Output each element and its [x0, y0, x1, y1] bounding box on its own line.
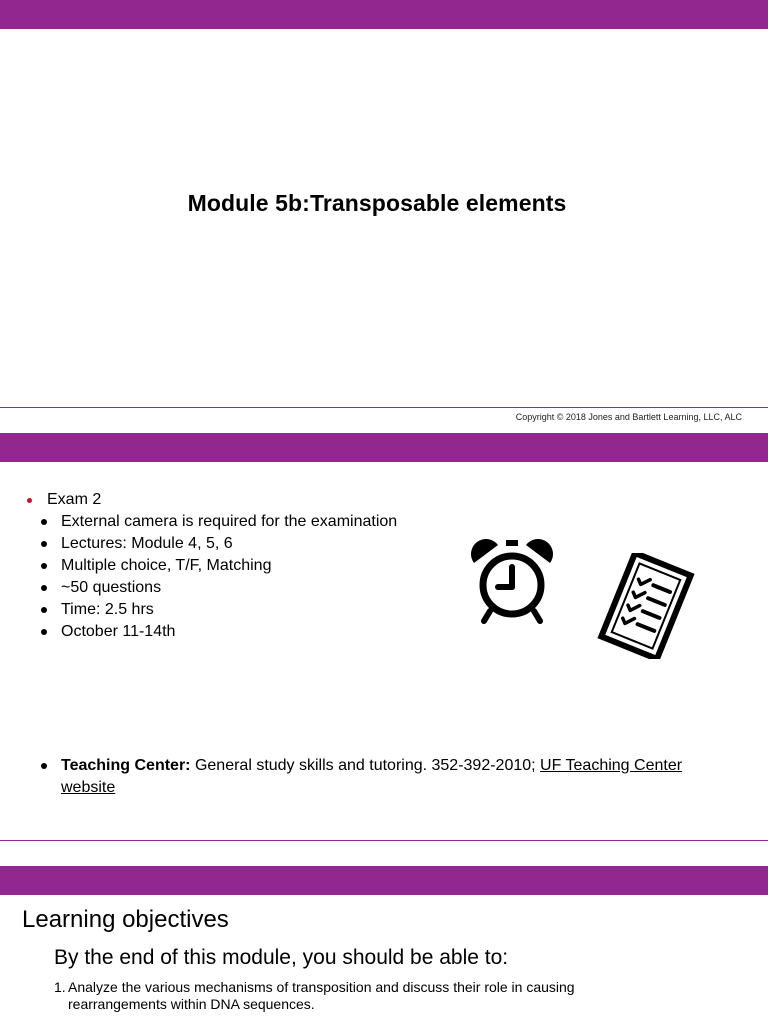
slide-header-bar	[0, 433, 768, 462]
checklist-icon	[596, 553, 696, 659]
list-item	[24, 511, 397, 533]
teaching-center-description: General study skills and tutoring. 352-392-2010;	[190, 757, 541, 774]
bullet-dot	[27, 498, 32, 503]
title-slide	[0, 0, 768, 432]
exam-detail: External camera is required for the examination	[61, 513, 398, 530]
exam-bullet-list	[24, 489, 397, 643]
slide-header-bar	[0, 0, 768, 29]
list-item	[24, 555, 397, 577]
exam-detail: October 11-14th	[61, 623, 176, 640]
list-item	[24, 489, 397, 511]
exam-info-slide	[0, 433, 768, 865]
slide-heading: Learning objectives	[22, 906, 229, 933]
exam-detail: Time: 2.5 hrs	[61, 601, 154, 618]
bullet-dot	[41, 629, 47, 635]
objective-item	[54, 979, 674, 1013]
slide-header-bar	[0, 866, 768, 895]
slide-title: Module 5b:Transposable elements	[187, 190, 567, 216]
bullet-dot	[41, 519, 47, 525]
teaching-center-item	[40, 755, 700, 799]
exam-detail: Lectures: Module 4, 5, 6	[61, 535, 233, 552]
copyright-notice: Copyright © 2018 Jones and Bartlett Learning, LLC, ALC	[515, 412, 742, 422]
exam-title: Exam 2	[47, 491, 102, 508]
bullet-dot	[41, 541, 47, 547]
exam-detail: Multiple choice, T/F, Matching	[61, 557, 272, 574]
teaching-center-label: Teaching Center:	[61, 757, 191, 774]
bullet-dot	[41, 763, 47, 769]
teaching-center-link[interactable]: UF Teaching Center website	[61, 757, 683, 796]
footer-divider	[0, 840, 768, 841]
exam-detail: ~50 questions	[61, 579, 162, 596]
footer-divider	[0, 407, 768, 408]
list-item	[24, 577, 397, 599]
objective-number: 1.	[54, 979, 66, 995]
list-item	[24, 533, 397, 555]
bullet-dot	[41, 607, 47, 613]
list-item	[24, 621, 397, 643]
bullet-dot	[41, 585, 47, 591]
slide-subheading: By the end of this module, you should be able to:	[54, 946, 509, 969]
list-item	[24, 599, 397, 621]
alarm-clock-icon	[464, 537, 560, 625]
learning-objectives-slide	[0, 866, 768, 1024]
bullet-dot	[41, 563, 47, 569]
objective-text: Analyze the various mechanisms of transposition and discuss their role in causing rearrangements within DNA sequences.	[68, 979, 575, 1012]
teaching-center-text	[40, 755, 700, 799]
